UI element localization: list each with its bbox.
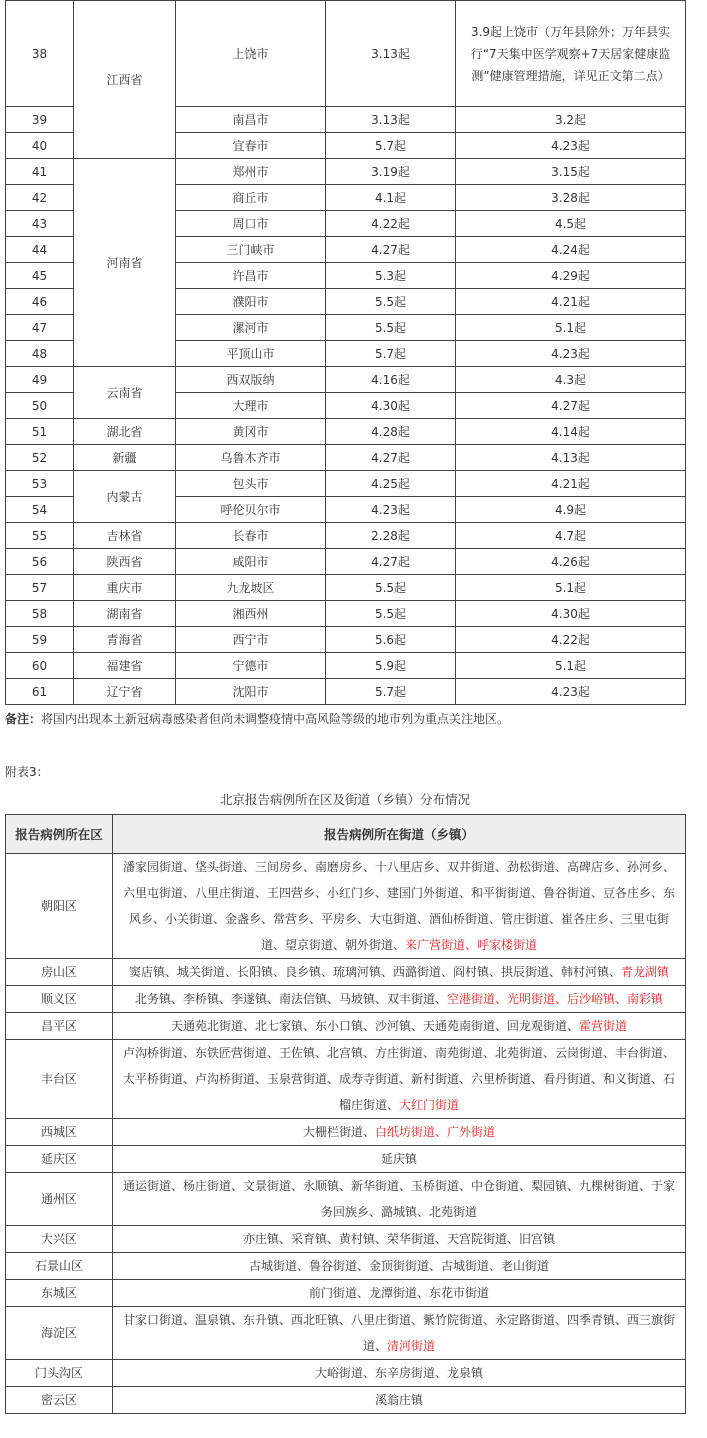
row-number-cell: 52	[6, 445, 74, 471]
end-date-cell: 4.9起	[456, 497, 686, 523]
district-cell: 大兴区	[6, 1226, 113, 1253]
city-cell: 上饶市	[176, 1, 326, 107]
streets-text: 古城街道、鲁谷街道、金顶街街道、古城街道、老山街道	[248, 1259, 549, 1273]
streets-text: 甘家口街道、温泉镇、东升镇、西北旺镇、八里庄街道、紫竹院街道、永定路街道、四季青镇、西三旗街道、	[122, 1313, 675, 1353]
province-cell: 青海省	[74, 627, 176, 653]
row-number-cell: 38	[6, 1, 74, 107]
end-date-cell: 4.29起	[456, 263, 686, 289]
start-date-cell: 4.1起	[326, 185, 456, 211]
streets-text: 通运街道、杨庄街道、文景街道、永顺镇、新华街道、玉桥街道、中仓街道、梨园镇、九棵树街道、于家务回族乡、潞城镇、北苑街道	[122, 1179, 675, 1219]
highlighted-streets-text: 霍营街道	[579, 1019, 628, 1033]
city-cell: 郑州市	[176, 159, 326, 185]
end-date-cell: 3.15起	[456, 159, 686, 185]
streets-cell	[113, 854, 686, 959]
risk-areas-table	[5, 0, 686, 705]
streets-cell	[113, 1173, 686, 1226]
city-cell: 黄冈市	[176, 419, 326, 445]
end-date-cell: 4.27起	[456, 393, 686, 419]
district-cell: 海淀区	[6, 1307, 113, 1360]
city-cell: 南昌市	[176, 107, 326, 133]
footnote-label: 备注：	[5, 712, 42, 726]
streets-cell	[113, 1040, 686, 1119]
highlighted-streets-text: 来广营街道、呼家楼街道	[405, 938, 538, 952]
table-row	[6, 419, 686, 445]
city-cell: 长春市	[176, 523, 326, 549]
start-date-cell: 5.5起	[326, 575, 456, 601]
streets-text: 延庆镇	[380, 1152, 417, 1166]
row-number-cell: 42	[6, 185, 74, 211]
city-cell: 商丘市	[176, 185, 326, 211]
district-cell: 丰台区	[6, 1040, 113, 1119]
end-date-cell: 4.30起	[456, 601, 686, 627]
row-number-cell: 44	[6, 237, 74, 263]
row-number-cell: 49	[6, 367, 74, 393]
risk-areas-table-body	[6, 1, 686, 705]
province-cell: 云南省	[74, 367, 176, 419]
table-row	[6, 1253, 686, 1280]
province-cell: 新疆	[74, 445, 176, 471]
table-row	[6, 1387, 686, 1414]
table-header-row	[6, 815, 686, 854]
row-number-cell: 61	[6, 679, 74, 705]
streets-text: 溪翁庄镇	[374, 1393, 423, 1407]
end-date-cell: 4.3起	[456, 367, 686, 393]
beijing-districts-table	[5, 814, 686, 1414]
streets-cell	[113, 1253, 686, 1280]
end-date-cell: 4.7起	[456, 523, 686, 549]
start-date-cell: 5.3起	[326, 263, 456, 289]
start-date-cell: 5.5起	[326, 315, 456, 341]
row-number-cell: 45	[6, 263, 74, 289]
city-cell: 宁德市	[176, 653, 326, 679]
end-date-cell: 4.26起	[456, 549, 686, 575]
table-caption: 北京报告病例所在区及街道（乡镇）分布情况	[219, 792, 470, 807]
start-date-cell: 3.13起	[326, 1, 456, 107]
district-cell: 朝阳区	[6, 854, 113, 959]
table-row	[6, 1307, 686, 1360]
table-row	[6, 959, 686, 986]
row-number-cell: 46	[6, 289, 74, 315]
end-date-cell: 3.28起	[456, 185, 686, 211]
city-cell: 沈阳市	[176, 679, 326, 705]
streets-text: 大栅栏街道、	[302, 1125, 375, 1139]
row-number-cell: 40	[6, 133, 74, 159]
end-date-cell: 4.23起	[456, 679, 686, 705]
table-row	[6, 523, 686, 549]
province-cell: 福建省	[74, 653, 176, 679]
highlighted-streets-text: 青龙湖镇	[621, 965, 670, 979]
province-cell: 湖南省	[74, 601, 176, 627]
table-row	[6, 1280, 686, 1307]
district-cell: 房山区	[6, 959, 113, 986]
row-number-cell: 51	[6, 419, 74, 445]
streets-text: 天通苑北街道、北七家镇、东小口镇、沙河镇、天通苑南街道、回龙观街道、	[170, 1019, 579, 1033]
city-cell: 西双版纳	[176, 367, 326, 393]
row-number-cell: 56	[6, 549, 74, 575]
city-cell: 西宁市	[176, 627, 326, 653]
start-date-cell: 5.7起	[326, 341, 456, 367]
start-date-cell: 4.22起	[326, 211, 456, 237]
streets-cell	[113, 959, 686, 986]
row-number-cell: 57	[6, 575, 74, 601]
city-cell: 宜春市	[176, 133, 326, 159]
city-cell: 大理市	[176, 393, 326, 419]
highlighted-streets-text: 大红门街道	[399, 1098, 460, 1112]
highlighted-streets-text: 空港街道、光明街道、后沙峪镇、南彩镇	[447, 992, 664, 1006]
end-date-cell: 3.2起	[456, 107, 686, 133]
row-number-cell: 54	[6, 497, 74, 523]
table-row	[6, 679, 686, 705]
row-number-cell: 43	[6, 211, 74, 237]
start-date-cell: 3.19起	[326, 159, 456, 185]
table-row	[6, 1360, 686, 1387]
highlighted-streets-text: 白纸坊街道、广外街道	[375, 1125, 496, 1139]
streets-cell	[113, 1146, 686, 1173]
streets-cell	[113, 1307, 686, 1360]
start-date-cell: 5.5起	[326, 289, 456, 315]
table-row	[6, 854, 686, 959]
city-cell: 咸阳市	[176, 549, 326, 575]
streets-text: 潘家园街道、垡头街道、三间房乡、南磨房乡、十八里店乡、双井街道、劲松街道、高碑店乡、孙河乡、六里屯街道、八里庄街道、王四营乡、小红门乡、建国门外街道、和平街街道、鲁谷街道、豆各庄乡、东风乡、小关街道、金盏乡、常营乡、平房乡、大屯街道、酒仙桥街道、管庄街道、崔各庄乡、三里屯街道、望京街道、朝外街道、	[122, 860, 675, 952]
city-cell: 濮阳市	[176, 289, 326, 315]
streets-cell	[113, 1119, 686, 1146]
row-number-cell: 58	[6, 601, 74, 627]
streets-text: 亦庄镇、采育镇、黄村镇、荣华街道、天宫院街道、旧宫镇	[242, 1232, 555, 1246]
end-date-cell: 4.22起	[456, 627, 686, 653]
table-row	[6, 1146, 686, 1173]
district-cell: 密云区	[6, 1387, 113, 1414]
streets-text: 窦店镇、城关街道、长阳镇、良乡镇、琉璃河镇、西潞街道、阎村镇、拱辰街道、韩村河镇、	[128, 965, 621, 979]
row-number-cell: 47	[6, 315, 74, 341]
beijing-districts-table-body	[6, 854, 686, 1414]
end-date-cell: 4.14起	[456, 419, 686, 445]
province-cell: 重庆市	[74, 575, 176, 601]
table-row	[6, 1226, 686, 1253]
row-number-cell: 59	[6, 627, 74, 653]
end-date-cell: 4.24起	[456, 237, 686, 263]
district-cell: 延庆区	[6, 1146, 113, 1173]
district-cell: 东城区	[6, 1280, 113, 1307]
start-date-cell: 5.6起	[326, 627, 456, 653]
row-number-cell: 39	[6, 107, 74, 133]
table-row	[6, 549, 686, 575]
start-date-cell: 4.27起	[326, 549, 456, 575]
district-cell: 西城区	[6, 1119, 113, 1146]
start-date-cell: 4.16起	[326, 367, 456, 393]
streets-text: 大峪街道、东辛房街道、龙泉镇	[314, 1366, 483, 1380]
start-date-cell: 4.28起	[326, 419, 456, 445]
row-number-cell: 55	[6, 523, 74, 549]
footnote-text: 将国内出现本土新冠病毒感染者但尚未调整疫情中高风险等级的地市列为重点关注地区。	[41, 712, 510, 726]
province-cell: 湖北省	[74, 419, 176, 445]
city-cell: 乌鲁木齐市	[176, 445, 326, 471]
city-cell: 三门峡市	[176, 237, 326, 263]
streets-cell	[113, 1280, 686, 1307]
province-cell: 吉林省	[74, 523, 176, 549]
start-date-cell: 5.5起	[326, 601, 456, 627]
province-cell: 河南省	[74, 159, 176, 367]
start-date-cell: 4.25起	[326, 471, 456, 497]
end-date-cell: 4.5起	[456, 211, 686, 237]
city-cell: 九龙坡区	[176, 575, 326, 601]
end-date-cell: 5.1起	[456, 315, 686, 341]
district-cell: 石景山区	[6, 1253, 113, 1280]
footnote	[5, 710, 509, 727]
streets-text: 卢沟桥街道、东铁匠营街道、王佐镇、北宫镇、方庄街道、南苑街道、北苑街道、云岗街道、丰台街道、太平桥街道、卢沟桥街道、玉泉营街道、成寿寺街道、新村街道、六里桥街道、看丹街道、和义街道、石榴庄街道、	[122, 1046, 675, 1112]
table-row	[6, 627, 686, 653]
end-date-cell: 5.1起	[456, 575, 686, 601]
table-row	[6, 1173, 686, 1226]
table-row	[6, 986, 686, 1013]
end-date-cell: 4.23起	[456, 341, 686, 367]
header-district: 报告病例所在区	[6, 815, 113, 854]
table-row	[6, 601, 686, 627]
table-row	[6, 1, 686, 107]
start-date-cell: 4.27起	[326, 237, 456, 263]
start-date-cell: 5.7起	[326, 133, 456, 159]
city-cell: 呼伦贝尔市	[176, 497, 326, 523]
end-date-cell: 4.13起	[456, 445, 686, 471]
streets-cell	[113, 1387, 686, 1414]
row-number-cell: 41	[6, 159, 74, 185]
start-date-cell: 3.13起	[326, 107, 456, 133]
table-row	[6, 471, 686, 497]
table-row	[6, 445, 686, 471]
appendix-label: 附表3：	[5, 765, 49, 779]
table-row	[6, 1119, 686, 1146]
row-number-cell: 50	[6, 393, 74, 419]
streets-cell	[113, 986, 686, 1013]
highlighted-streets-text: 清河街道	[387, 1339, 436, 1353]
district-cell: 昌平区	[6, 1013, 113, 1040]
province-cell: 陕西省	[74, 549, 176, 575]
start-date-cell: 4.27起	[326, 445, 456, 471]
city-cell: 包头市	[176, 471, 326, 497]
city-cell: 漯河市	[176, 315, 326, 341]
city-cell: 许昌市	[176, 263, 326, 289]
table-row	[6, 1013, 686, 1040]
start-date-cell: 2.28起	[326, 523, 456, 549]
streets-text: 前门街道、龙潭街道、东花市街道	[308, 1286, 489, 1300]
city-cell: 周口市	[176, 211, 326, 237]
province-cell: 内蒙古	[74, 471, 176, 523]
province-cell: 江西省	[74, 1, 176, 159]
district-cell: 通州区	[6, 1173, 113, 1226]
streets-text: 北务镇、李桥镇、李遂镇、南法信镇、马坡镇、双丰街道、	[134, 992, 447, 1006]
streets-cell	[113, 1360, 686, 1387]
row-number-cell: 53	[6, 471, 74, 497]
city-cell: 平顶山市	[176, 341, 326, 367]
district-cell: 门头沟区	[6, 1360, 113, 1387]
start-date-cell: 4.23起	[326, 497, 456, 523]
header-streets: 报告病例所在街道（乡镇）	[113, 815, 686, 854]
city-cell: 湘西州	[176, 601, 326, 627]
streets-cell	[113, 1226, 686, 1253]
start-date-cell: 5.9起	[326, 653, 456, 679]
table-row	[6, 367, 686, 393]
streets-cell	[113, 1013, 686, 1040]
end-date-cell: 4.21起	[456, 471, 686, 497]
row-number-cell: 60	[6, 653, 74, 679]
start-date-cell: 4.30起	[326, 393, 456, 419]
row-number-cell: 48	[6, 341, 74, 367]
end-date-cell: 3.9起上饶市（万年县除外；万年县实行“7天集中医学观察+7天居家健康监测”健康管理措施，详见正文第二点）	[456, 1, 686, 107]
end-date-cell: 5.1起	[456, 653, 686, 679]
district-cell: 顺义区	[6, 986, 113, 1013]
table-row	[6, 653, 686, 679]
province-cell: 辽宁省	[74, 679, 176, 705]
start-date-cell: 5.7起	[326, 679, 456, 705]
end-date-cell: 4.23起	[456, 133, 686, 159]
table-row	[6, 575, 686, 601]
table-row	[6, 1040, 686, 1119]
table-row	[6, 159, 686, 185]
end-date-cell: 4.21起	[456, 289, 686, 315]
